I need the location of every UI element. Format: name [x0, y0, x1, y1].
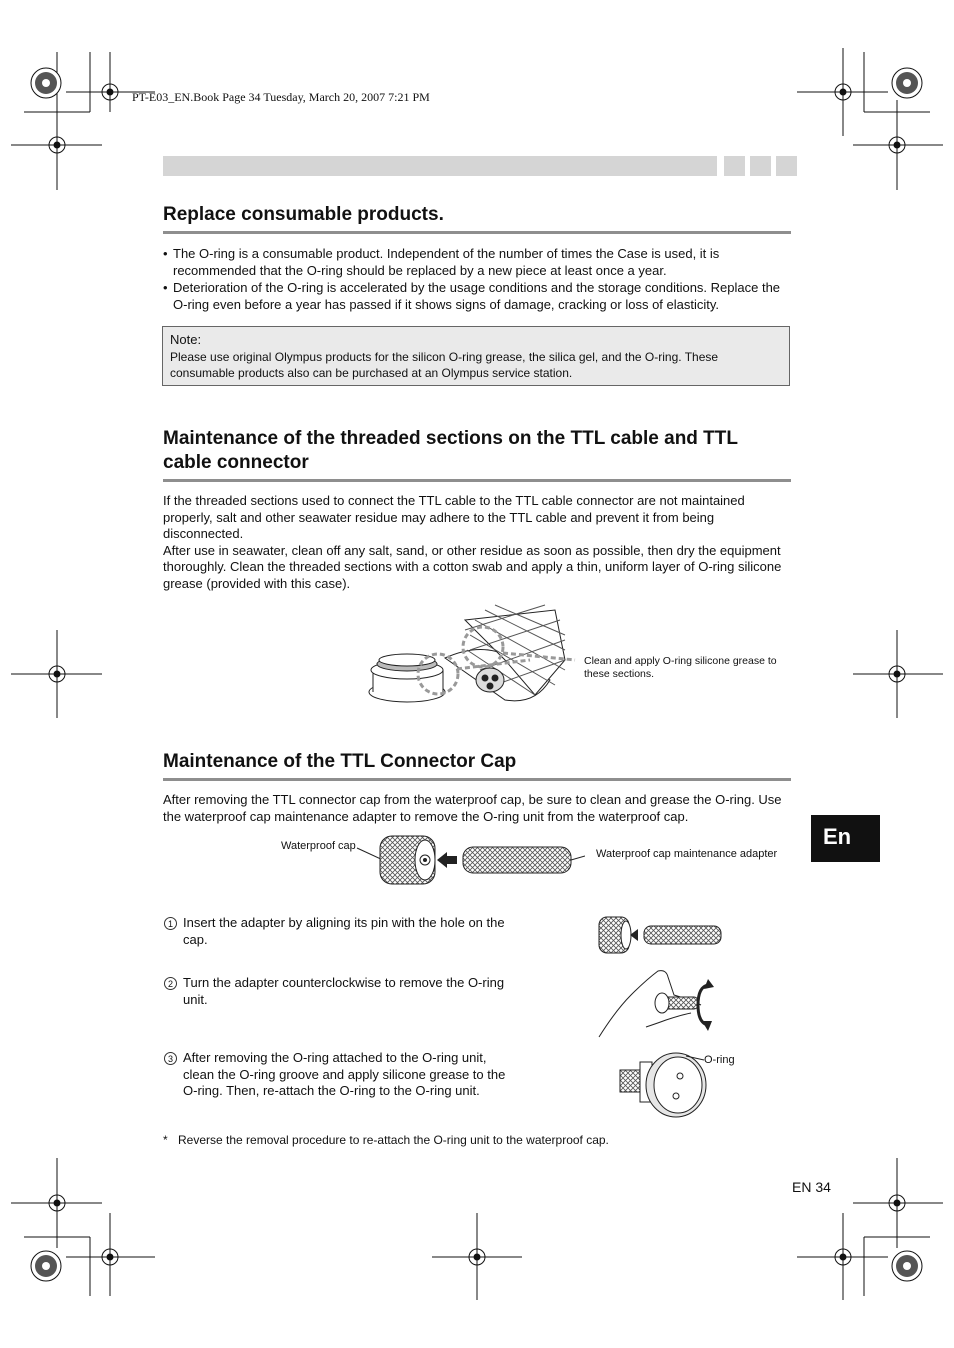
- step1-illustration: [596, 913, 726, 957]
- step-text: Turn the adapter counterclockwise to remove the O-ring unit.: [183, 975, 505, 1007]
- step-number: 1: [164, 917, 177, 930]
- section-connector-cap: [163, 750, 791, 825]
- language-tab: [811, 815, 880, 862]
- page-number: EN 34: [792, 1179, 831, 1195]
- language-tab-label: En: [823, 824, 852, 849]
- bullet-list: [163, 245, 791, 313]
- note-box: [162, 326, 790, 386]
- paragraph: If the threaded sections used to connect the TTL cable to the TTL cable connector are not maintained properly, salt and other seawater residue may adhere to the TTL cable and prevent it from being disconnected.: [163, 493, 745, 541]
- note-title: Note:: [170, 332, 202, 347]
- header-bar: [163, 156, 717, 176]
- list-item: • Deterioration of the O-ring is accelerated by the usage conditions and the storage conditions. Replace the O-ring even before a year has passed if it shows signs of damage, cracking or loss of elasticity.: [163, 279, 791, 313]
- section-rule: [163, 479, 791, 482]
- section-replace-consumables: [163, 203, 791, 313]
- figure-caption: Clean and apply O-ring silicone grease to these sections.: [584, 655, 777, 680]
- label-oring: O-ring: [704, 1054, 735, 1066]
- paragraph: After removing the TTL connector cap from the waterproof cap, be sure to clean and grease the O-ring. Use the waterproof cap maintenance adapter to remove the O-ring unit from the waterproof cap.: [163, 792, 782, 824]
- header-square: [750, 156, 771, 176]
- header-square: [724, 156, 745, 176]
- step-text: After removing the O-ring attached to the O-ring unit, clean the O-ring groove and apply silicone grease to the O-ring. Then, re-attach the O-ring to the O-ring unit.: [183, 1050, 506, 1098]
- label-adapter: Waterproof cap maintenance adapter: [596, 848, 778, 860]
- step2-illustration: [596, 965, 721, 1040]
- paragraph: After use in seawater, clean off any salt, sand, or other residue as soon as possible, then dry the equipment thoroughly. Clean the threaded sections with a cotton swab and apply a thin, uniform layer of O-ring silicone grease (provided with this case).: [163, 542, 782, 591]
- header-square: [776, 156, 797, 176]
- section-rule: [163, 231, 791, 234]
- section-title: Maintenance of the TTL Connector Cap: [163, 751, 517, 772]
- footnote: Reverse the removal procedure to re-attach the O-ring unit to the waterproof cap.: [178, 1133, 609, 1147]
- note-text: Please use original Olympus products for the silicon O-ring grease, the silica gel, and the O-ring. These consumable products also can be purchased at an Olympus service station.: [170, 350, 719, 380]
- ttl-connector-illustration: [365, 600, 585, 710]
- file-info-header: PT-E03_EN.Book Page 34 Tuesday, March 20, 2007 7:21 PM: [132, 90, 430, 104]
- section-threaded-maintenance: [163, 427, 791, 592]
- section-rule: [163, 778, 791, 781]
- section-title: Maintenance of the threaded sections on the TTL cable and TTL cable connector: [163, 428, 738, 473]
- step-number: 3: [164, 1052, 177, 1065]
- cap-adapter-illustration: [355, 830, 585, 890]
- list-item: • The O-ring is a consumable product. Independent of the number of times the Case is used, it is recommended that the O-ring should be replaced by a new piece at least once a year.: [163, 245, 791, 279]
- step-text: Insert the adapter by aligning its pin with the hole on the cap.: [183, 915, 505, 947]
- label-waterproof-cap: Waterproof cap: [281, 840, 356, 852]
- step-number: 2: [164, 977, 177, 990]
- section-title: Replace consumable products.: [163, 204, 444, 225]
- footnote-mark: *: [163, 1133, 168, 1147]
